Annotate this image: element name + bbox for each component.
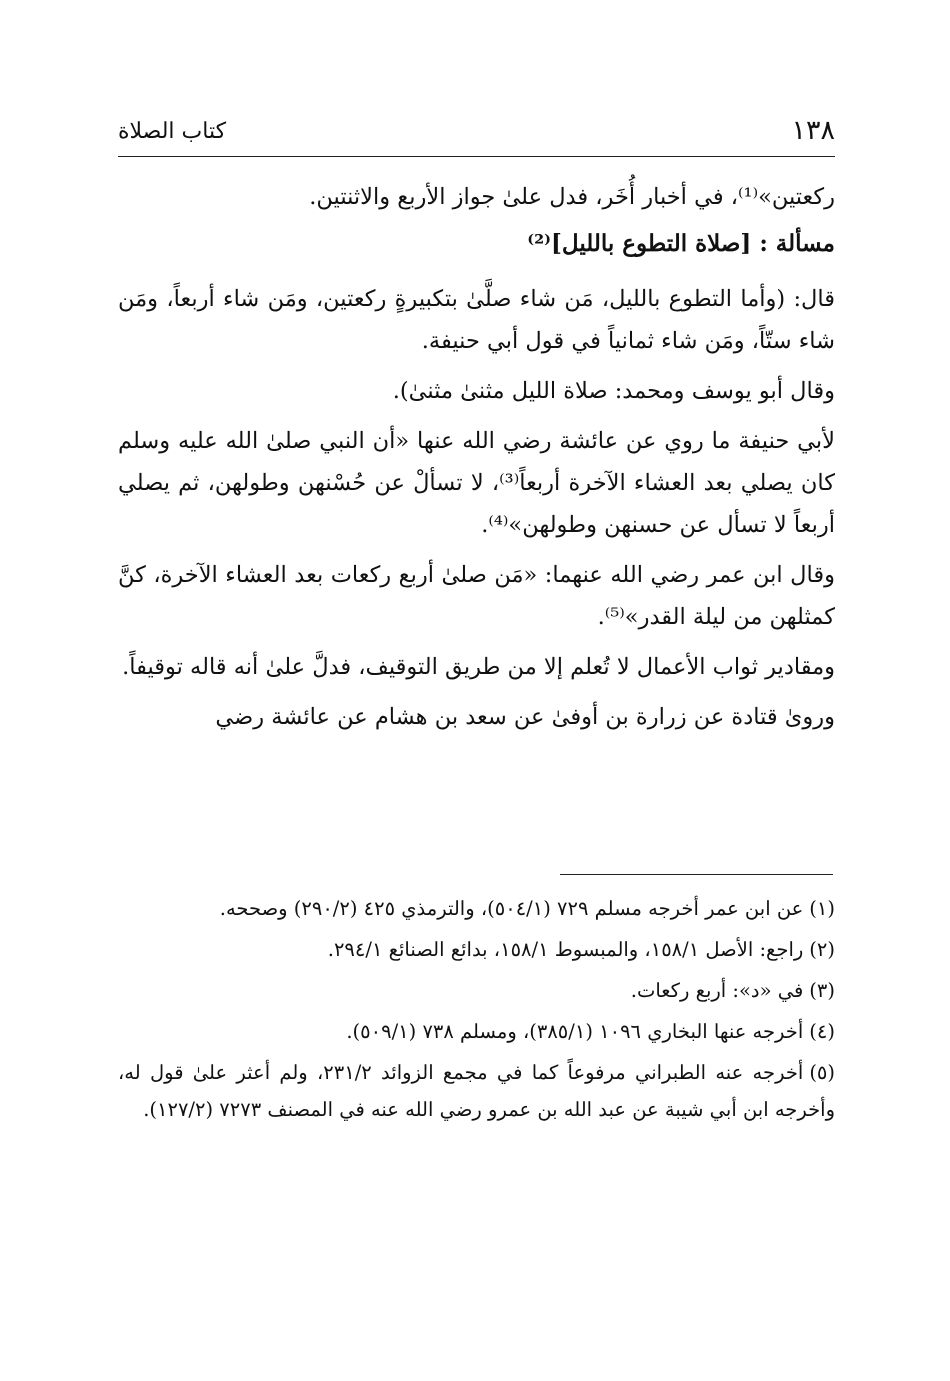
footnote-number: (١): [809, 897, 835, 920]
paragraph: وقال ابن عمر رضي الله عنهما: «مَن صلىٰ أربع ركعات بعد العشاء الآخرة، كنَّ كمثلهن من ليلة القدر»⁽⁵⁾.: [118, 562, 835, 630]
footnote-text: في «د»: أربع ركعات.: [630, 979, 804, 1002]
heading-label: مسألة :: [759, 230, 835, 257]
footnote: [118, 1054, 835, 1128]
footnote-number: (٢): [809, 938, 835, 961]
footnote-text: أخرجه عنه الطبراني مرفوعاً كما في مجمع الزوائد ٢٣١/٢، ولم أعثر علىٰ قول له، وأخرجه ابن أبي شيبة عن عبد الله بن عمرو رضي الله عنه في المصنف ٧٢٧٣ (١٢٧/٢).: [118, 1061, 835, 1121]
paragraph: ومقادير ثواب الأعمال لا تُعلم إلا من طريق التوقيف، فدلَّ علىٰ أنه قاله توقيفاً.: [122, 654, 835, 680]
paragraph: لأبي حنيفة ما روي عن عائشة رضي الله عنها «أن النبي صلىٰ الله عليه وسلم كان يصلي بعد العشاء الآخرة أربعاً⁽³⁾، لا تسألْ عن حُسْنهن وطولهن، ثم يصلي أربعاً لا تسأل عن حسنهن وطولهن»⁽⁴⁾.: [118, 428, 835, 538]
paragraph: وروىٰ قتادة عن زرارة بن أوفىٰ عن سعد بن هشام عن عائشة رضي: [215, 704, 835, 730]
paragraph: وقال أبو يوسف ومحمد: صلاة الليل مثنىٰ مثنىٰ).: [392, 378, 835, 404]
footnote: [118, 890, 835, 927]
footnote-text: راجع: الأصل ١٥٨/١، والمبسوط ١٥٨/١، بدائع الصنائع ٢٩٤/١.: [327, 938, 804, 961]
section-heading: [118, 222, 835, 266]
heading-title: [صلاة التطوع بالليل]⁽²⁾: [527, 230, 752, 257]
running-title: كتاب الصلاة: [118, 119, 227, 144]
footnote-number: (٣): [809, 979, 835, 1002]
footnote-divider: [560, 874, 833, 875]
main-text: [118, 176, 835, 746]
footnote: [118, 1013, 835, 1050]
footnote-number: (٥): [809, 1061, 836, 1084]
footnote-text: أخرجه عنها البخاري ١٠٩٦ (٣٨٥/١)، ومسلم ٧٣٨ (٥٠٩/١).: [346, 1020, 804, 1043]
footnote: [118, 931, 835, 968]
footnotes: [118, 890, 835, 1132]
footnote-text: عن ابن عمر أخرجه مسلم ٧٢٩ (٥٠٤/١)، والترمذي ٤٢٥ (٢٩٠/٢) وصححه.: [219, 897, 804, 920]
footnote: [118, 972, 835, 1009]
page-number: ١٣٨: [791, 115, 835, 146]
footnote-number: (٤): [809, 1020, 835, 1043]
paragraph: قال: (وأما التطوع بالليل، مَن شاء صلَّىٰ بتكبيرةٍ ركعتين، ومَن شاء أربعاً، ومَن شاء ستّاً، ومَن شاء ثمانياً في قول أبي حنيفة.: [118, 286, 835, 354]
paragraph: ركعتين»⁽¹⁾، في أخبار أُخَر، فدل علىٰ جواز الأربع والاثنتين.: [309, 184, 835, 210]
page-header: [118, 112, 835, 157]
